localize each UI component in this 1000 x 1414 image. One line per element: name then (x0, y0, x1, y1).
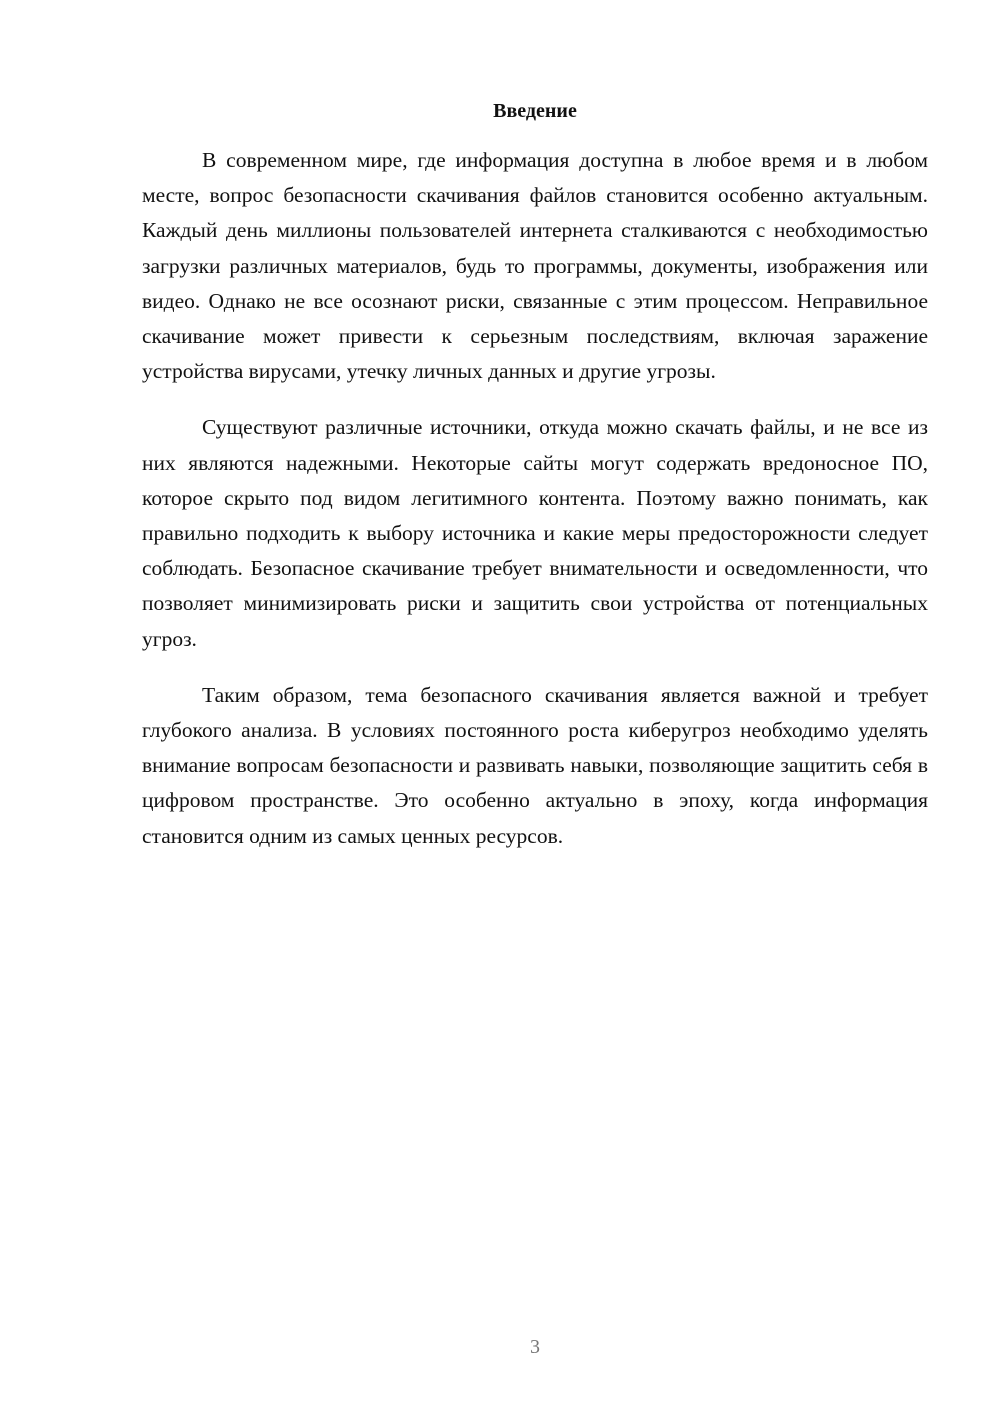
paragraph-1: В современном мире, где информация доступна в любое время и в любом месте, вопрос безопасности скачивания файлов становится особенно актуальным. Каждый день миллионы пользователей интернета сталкиваются с необходимостью загрузки различных материалов, будь то программы, документы, изображения или видео. Однако не все осознают риски, связанные с этим процессом. Неправильное скачивание может привести к серьезным последствиям, включая заражение устройства вирусами, утечку личных данных и другие угрозы. (142, 148, 928, 384)
paragraph-2: Существуют различные источники, откуда можно скачать файлы, и не все из них являются надежными. Некоторые сайты могут содержать вредоносное ПО, которое скрыто под видом легитимного контента. Поэтому важно понимать, как правильно подходить к выбору источника и какие меры предосторожности следует соблюдать. Безопасное скачивание требует внимательности и осведомленности, что позволяет минимизировать риски и защитить свои устройства от потенциальных угроз. (142, 415, 928, 651)
paragraph-3: Таким образом, тема безопасного скачивания является важной и требует глубокого анализа. В условиях постоянного роста киберугроз необходимо уделять внимание вопросам безопасности и развивать навыки, позволяющие защитить себя в цифровом пространстве. Это особенно актуально в эпоху, когда информация становится одним из самых ценных ресурсов. (142, 682, 928, 848)
body-text (142, 143, 928, 854)
section-heading: Введение (493, 100, 577, 122)
page-number: 3 (530, 1336, 540, 1358)
